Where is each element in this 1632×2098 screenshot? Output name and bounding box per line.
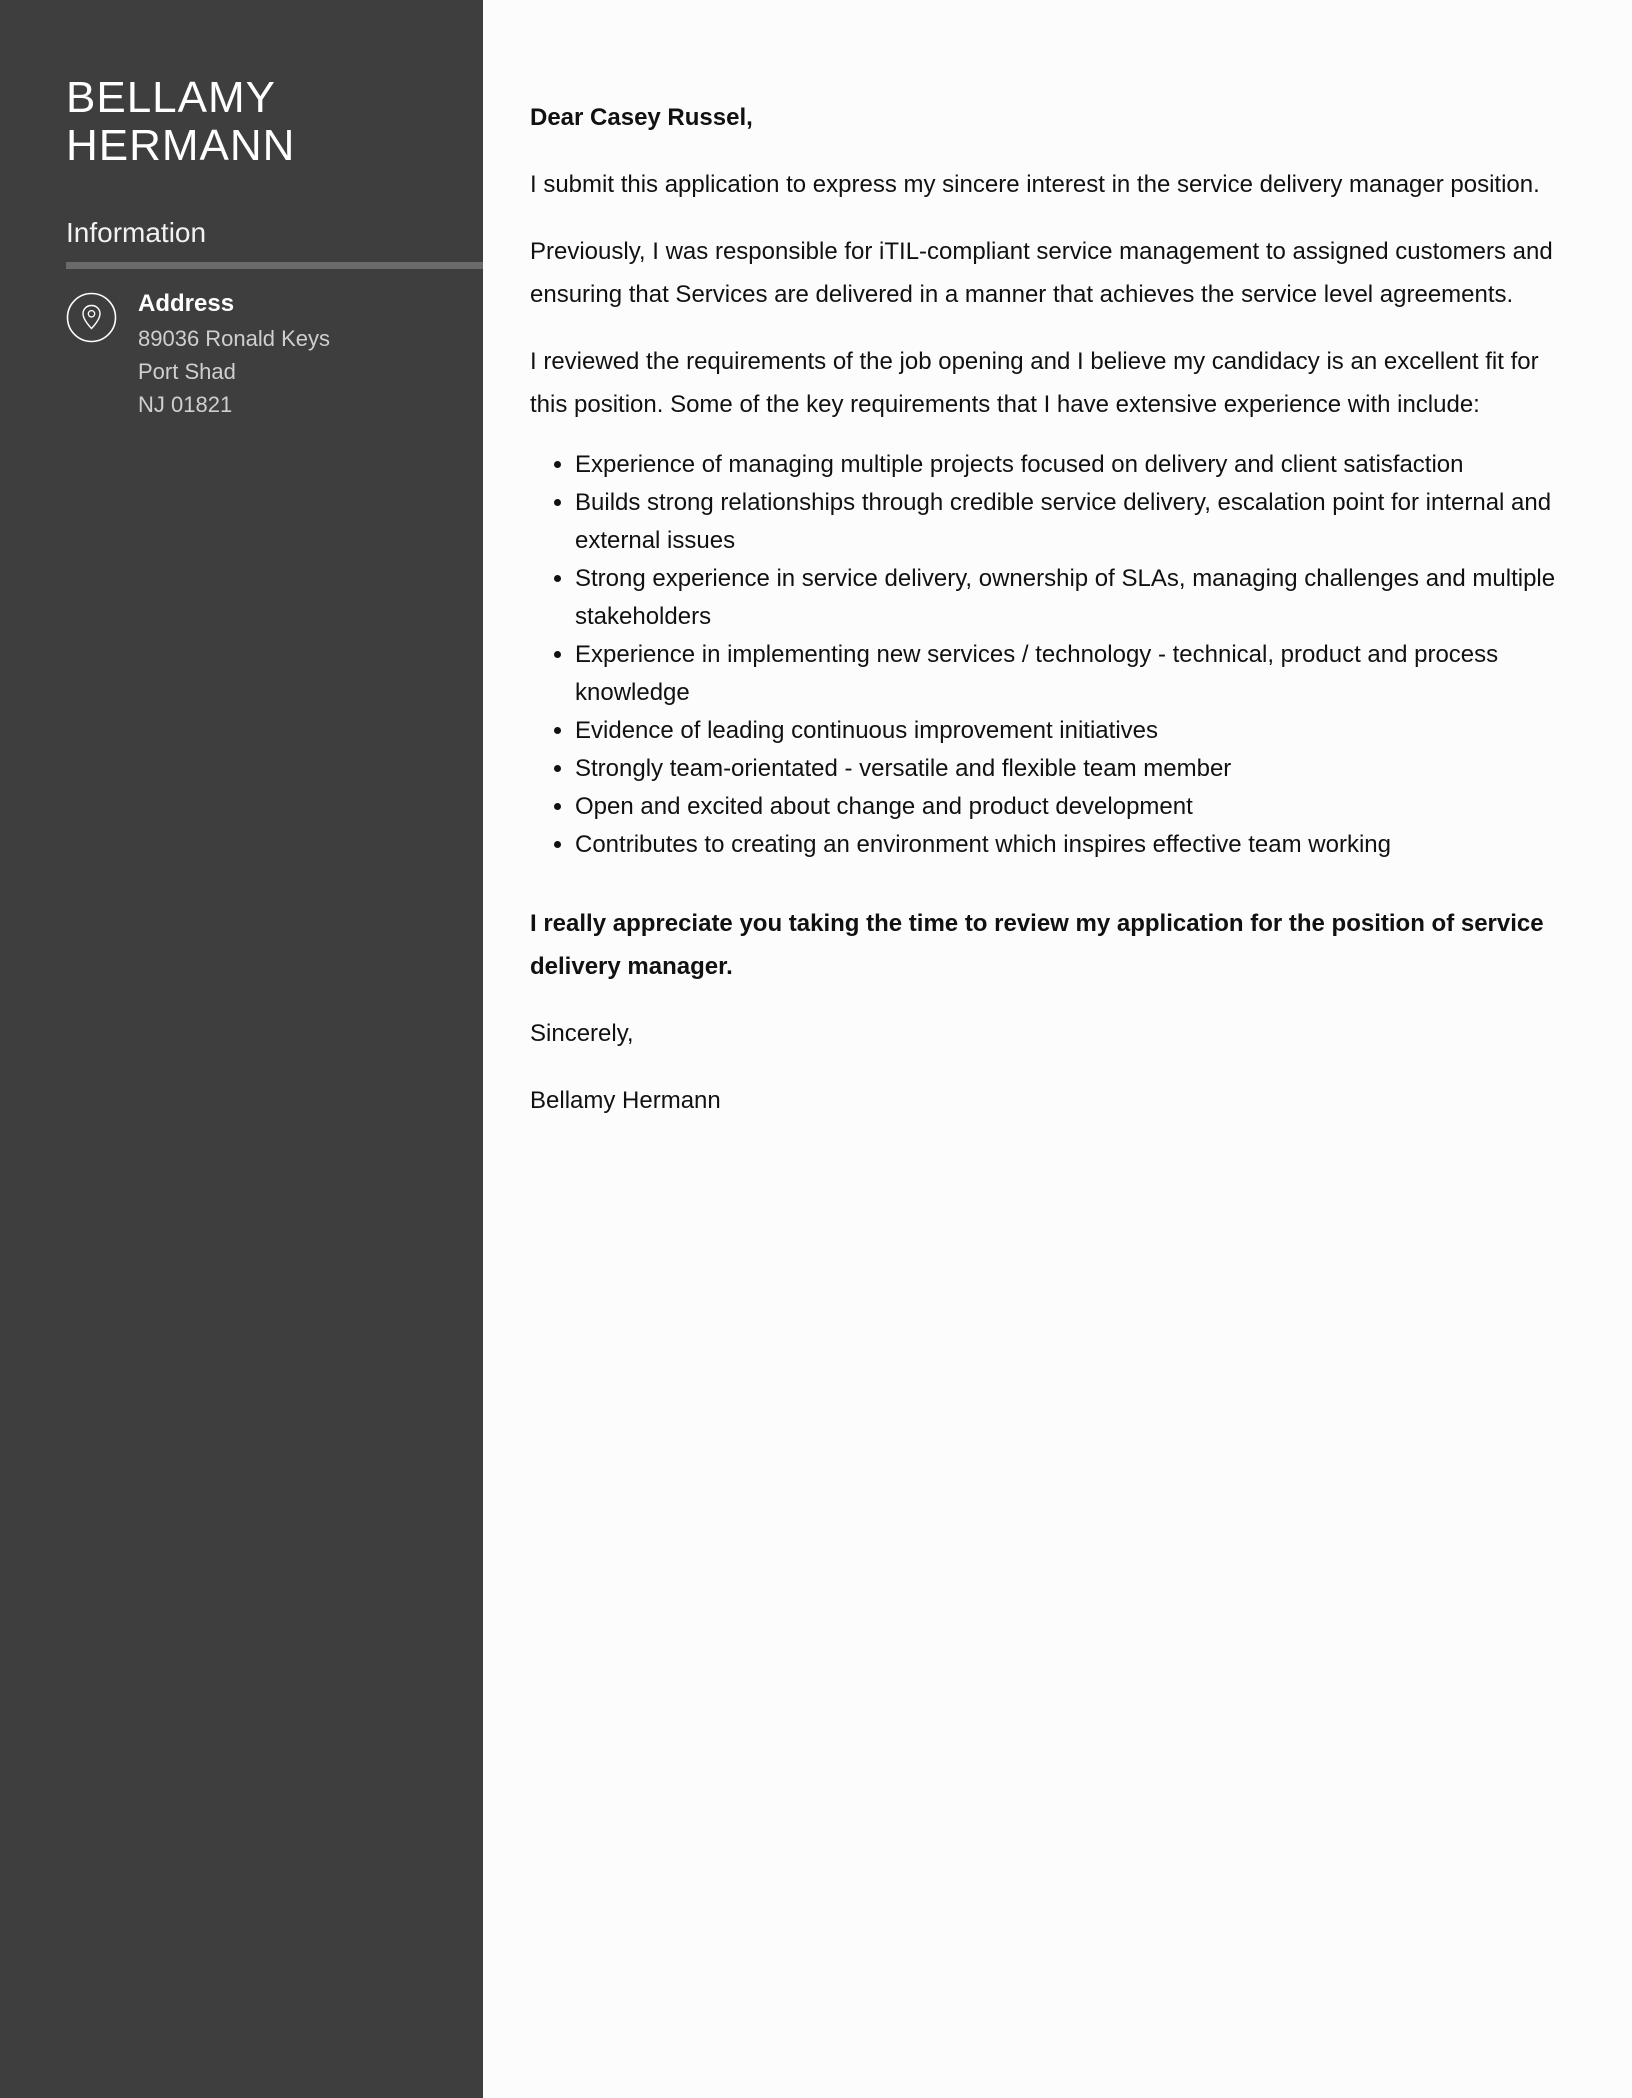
name-first: BELLAMY [66, 73, 276, 122]
address-state-zip: NJ 01821 [138, 392, 233, 417]
name-last: HERMANN [66, 121, 296, 170]
section-divider [66, 262, 483, 269]
list-item: • Experience of managing multiple projects focused on delivery and client satisfaction [575, 446, 1570, 484]
address-city: Port Shad [138, 359, 236, 384]
letter-paragraph-intro: I submit this application to express my sincere interest in the service delivery manager position. [530, 171, 1540, 198]
location-pin-icon [66, 292, 117, 343]
list-item: • Experience in implementing new services / technology - technical, product and process knowledge [575, 636, 1570, 712]
list-item: • Strongly team-orientated - versatile and flexible team member [575, 750, 1570, 788]
requirements-list [530, 446, 1570, 864]
address-lines [138, 322, 330, 421]
list-item: • Builds strong relationships through credible service delivery, escalation point for internal and external issues [575, 484, 1570, 560]
address-street: 89036 Ronald Keys [138, 326, 331, 351]
letter-paragraph-experience: Previously, I was responsible for iTIL-compliant service management to assigned customers and ensuring that Services are delivered in a manner that achieves the service level agreements. [530, 238, 1553, 308]
sidebar [0, 0, 483, 2098]
list-item: • Evidence of leading continuous improvement initiatives [575, 712, 1570, 750]
list-item: • Strong experience in service delivery, ownership of SLAs, managing challenges and multiple stakeholders [575, 560, 1570, 636]
information-heading: Information [66, 217, 207, 248]
list-item: • Open and excited about change and product development [575, 788, 1570, 826]
list-item: • Contributes to creating an environment which inspires effective team working [575, 826, 1570, 864]
letter-signoff: Sincerely, [530, 1020, 634, 1047]
address-label: Address [138, 290, 235, 317]
applicant-name [66, 74, 446, 170]
letter-closing: I really appreciate you taking the time to review my application for the position of service delivery manager. [530, 910, 1544, 980]
letter-body [530, 96, 1570, 1146]
letter-signature: Bellamy Hermann [530, 1087, 721, 1114]
letter-paragraph-requirements: I reviewed the requirements of the job opening and I believe my candidacy is an excellent fit for this position. Some of the key requirements that I have extensive experience with include: [530, 348, 1539, 418]
letter-greeting: Dear Casey Russel, [530, 104, 753, 131]
